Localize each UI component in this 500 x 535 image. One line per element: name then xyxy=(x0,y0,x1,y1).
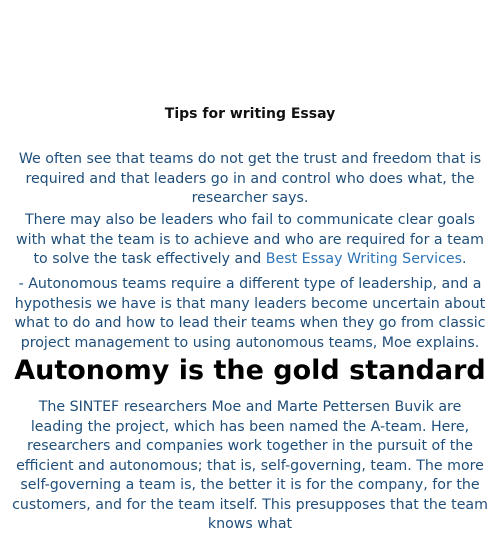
section-heading: Autonomy is the gold standard xyxy=(14,355,486,386)
paragraph-sintef: The SINTEF researchers Moe and Marte Pettersen Buvik are leading the project, which has been named the A-team. Here, researchers and companies work together in the pursuit of the efficient and autonomous; that is, self-governing, team. The more self-governing a team is, the better it is for the company, for the customers, and for the team itself. This presupposes that the team knows what xyxy=(12,399,488,532)
paragraph-leaders-text: There may also be leaders who fail to communicate clear goals with what the team is to achieve and who are required for a team to solve the task effectively and xyxy=(16,212,484,267)
best-essay-writing-services-link[interactable]: Best Essay Writing Services xyxy=(265,251,463,267)
document-title: Tips for writing Essay xyxy=(164,106,336,122)
paragraph-leaders-end: . xyxy=(462,251,467,267)
paragraph-leaders xyxy=(12,211,488,270)
paragraph-trust: We often see that teams do not get the trust and freedom that is required and that leaders go in and control who does what, the researcher says. xyxy=(18,151,482,206)
paragraph-autonomous-teams: - Autonomous teams require a different type of leadership, and a hypothesis we have is that many leaders become uncertain about what to do and how to lead their teams when they go from classic project management to using autonomous teams, Moe explains. xyxy=(14,276,486,351)
